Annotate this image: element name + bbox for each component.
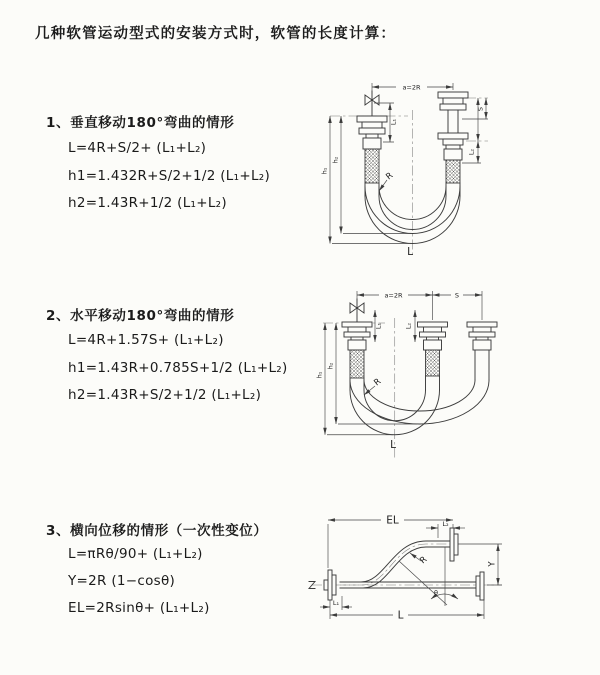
dim-label-y: Y (487, 561, 498, 567)
dim-label-theta: θ (434, 589, 438, 597)
diagram-vertical-180-bend (310, 70, 595, 265)
formula: EL=2Rsinθ+ (L₁+L₂) (68, 600, 210, 616)
dim-label-span: a=2R (402, 83, 421, 92)
formula: h2=1.43R+1/2 (L₁+L₂) (68, 195, 227, 211)
hose-loop (350, 350, 489, 435)
braid-section (446, 160, 460, 183)
formula: Y=2R (1−cosθ) (68, 573, 176, 589)
radius-leader (379, 171, 395, 191)
dim-label-h1: h₁ (320, 167, 329, 175)
formula: L=4R+1.57S+ (L₁+L₂) (68, 332, 224, 348)
dim-label-radius: R (372, 376, 384, 389)
dim-label-span: a=2R (384, 291, 403, 300)
dim-label-el: EL (386, 514, 399, 527)
dim-label-l1: L₁ (332, 599, 340, 607)
dim-l2 (462, 141, 481, 163)
right-fitting (467, 322, 497, 350)
dim-label-l2: L₂ (404, 322, 413, 330)
dim-label-length: L (407, 246, 413, 258)
section-3-heading: 3、横向位移的情形（一次性变位） (46, 523, 268, 539)
valve-icon (350, 299, 364, 322)
valve-icon (365, 91, 379, 116)
diagram-lateral-displacement (295, 500, 595, 640)
left-flange (324, 570, 336, 600)
dim-l1 (320, 596, 352, 610)
right-fitting (438, 92, 468, 183)
left-fitting (357, 116, 387, 183)
dim-length (330, 600, 484, 622)
formula: L=4R+S/2+ (L₁+L₂) (68, 140, 207, 156)
section-2-heading: 2、水平移动180°弯曲的情形 (46, 308, 235, 324)
hose-curve (340, 541, 450, 588)
dim-label-length: L (390, 439, 396, 451)
radius-leader (410, 553, 429, 566)
middle-fitting (418, 322, 448, 376)
formula: h1=1.432R+S/2+1/2 (L₁+L₂) (68, 168, 271, 184)
centerline (466, 98, 488, 141)
dim-label-h1: h₁ (315, 371, 324, 379)
dim-label-h2: h₂ (326, 362, 335, 370)
page-title: 几种软管运动型式的安装方式时，软管的长度计算： (35, 26, 397, 42)
dim-l2 (426, 520, 465, 538)
braid-section (350, 350, 364, 378)
dim-label-l2: L₂ (467, 148, 476, 156)
dim-l2 (405, 310, 416, 342)
dim-span (357, 291, 482, 321)
braid-section (426, 350, 440, 376)
dim-l1 (375, 310, 383, 342)
dim-label-radius: R (418, 554, 430, 567)
dim-label-s: S (476, 106, 485, 112)
formula: h1=1.43R+0.785S+1/2 (L₁+L₂) (68, 360, 288, 376)
formula: h2=1.43R+S/2+1/2 (L₁+L₂) (68, 387, 262, 403)
dim-label-l2: L₂ (442, 520, 449, 528)
braid-section (365, 149, 379, 183)
dim-label-length: L (397, 609, 404, 622)
displaced-flange (450, 528, 458, 561)
angle-construction (399, 547, 458, 606)
diagram-horizontal-180-bend (305, 280, 595, 475)
dim-h2 (327, 323, 418, 424)
section-1-heading: 1、垂直移动180°弯曲的情形 (46, 115, 235, 131)
dim-label-h2: h₂ (331, 156, 340, 164)
dim-label-radius: R (384, 170, 396, 183)
radius-leader (364, 377, 383, 395)
hose-centerline (340, 544, 450, 585)
left-fitting (342, 322, 372, 378)
dim-label-l1: L₁ (389, 118, 398, 126)
dim-label-l1: L₁ (374, 322, 383, 330)
right-flange (476, 572, 484, 600)
formula: L=πRθ/90+ (L₁+L₂) (68, 546, 203, 562)
dim-label-s: S (454, 291, 460, 300)
